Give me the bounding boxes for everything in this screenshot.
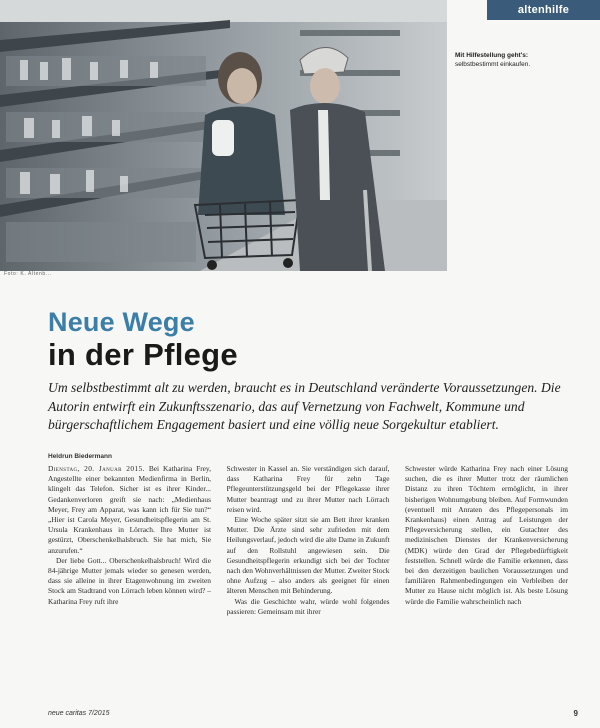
magazine-issue: neue caritas 7/2015 bbox=[48, 709, 110, 717]
article-author: Heldrun Biedermann bbox=[48, 453, 112, 460]
caption-bold: Mit Hilfestellung geht's: bbox=[455, 52, 529, 59]
body-paragraph: Eine Woche später sitzt sie am Bett ihrer kranken Mutter. Die Ärzte sind sehr zufrieden mit dem Heilungsverlauf, jedoch wird die alte Dame in Zukunft auf den Rollstuhl angewiesen sein. Die Gesundheitspflegerin erkundigt sich bei der Tochter nach den Wohnverhältnissen der Mutter. Zweiter Stock ohne Aufzug – also anders als geeignet für einen älteren Menschen mit Behinderung. bbox=[226, 515, 390, 596]
dateline: Dienstag, 20. Januar 2015. bbox=[48, 464, 145, 473]
article-title: in der Pflege bbox=[48, 337, 238, 372]
body-paragraph: Der liebe Gott... Oberschenkelhalsbruch! Wird die 84-jährige Mutter jemals wieder so genesen werden, dass sie alleine in ihrer Etagenwohnung im zweiten Stock am Stadtrand von Lörrach leben können wird? – Katharina Frey ruft ihre bbox=[48, 555, 211, 606]
supermarket-photo-illustration bbox=[0, 0, 447, 271]
article-photo bbox=[0, 0, 447, 271]
caption-text: selbstbestimmt einkaufen. bbox=[455, 61, 531, 68]
section-tab: altenhilfe bbox=[487, 0, 600, 20]
body-column-2 bbox=[227, 464, 390, 702]
article-kicker: Neue Wege bbox=[48, 307, 195, 337]
body-paragraph bbox=[48, 464, 211, 556]
page-footer bbox=[48, 706, 578, 720]
paragraph-text: Bei Katharina Frey, Angestellte einer bekannten Medienfirma in Berlin, klingelt das Telefon. Sicher ist es ihrer Kinder... Gedankenverloren greift sie nach: „Medienhaus Meyer, Frey am Apparat, was kann ich für Sie tun?“ „Hier ist Carola Meyer, Gesundheitspflegerin am St. Ursula Krankenhaus in Lörrach. Ihre Mutter ist gestürzt, Oberschenkelhalsbruch. Sie hat mich, Sie anzurufen.“ bbox=[48, 464, 211, 555]
article-lead: Um selbstbestimmt alt zu werden, braucht es in Deutschland veränderte Voraussetzungen. Die Autorin entwirft ein Zukunftsszenario, das auf Vernetzung von Fachwelt, Kommune und bürgerschaftlichem Engagement basiert und eine völlig neue Sorgekultur etabliert. bbox=[48, 380, 561, 432]
photo-caption bbox=[455, 51, 595, 69]
body-paragraph: Was die Geschichte wahr, würde wohl folgendes passieren: Gemeinsam mit ihrer bbox=[226, 596, 390, 616]
body-paragraph: Schwester in Kassel an. Sie verständigen sich darauf, dass Katharina Frey für zehn Tage Pflegeunterstützungsgeld bei der Pflegekasse ihrer Mutter beantragt und zu ihrer Mutter nach Lörrach reisen wird. bbox=[226, 464, 390, 514]
body-column-1 bbox=[48, 464, 211, 702]
body-column-3 bbox=[405, 464, 568, 702]
page-number: 9 bbox=[573, 708, 578, 718]
photo-credit: Foto: K. Altenb... bbox=[4, 271, 52, 277]
body-paragraph: Schwester würde Katharina Frey nach einer Lösung suchen, die es ihrer Mutter trotz der räumlichen Distanz zu ihren Töchtern ermöglicht, in ihrer bisherigen Wohnumgebung bleiben. Auf Formwunden (eventuell mit Anraten des Pflegepersonals im Krankenhaus) einen Antrag auf Leistungen der Pflegeversicherung stellen, ein Gutachter des medizinischen Dienstes der Krankenversicherung (MDK) würde den Grad der Pflegebedürftigkeit feststellen. Schnell würde die Familie erkennen, dass bei den derzeitigen baulichen Voraussetzungen und familiären Rahmenbedingungen ein Verbleiben der Mutter zu Hause nicht möglich ist. Als beste Lösung würde die Familie wahrscheinlich nach bbox=[405, 464, 568, 606]
article-body bbox=[48, 464, 568, 702]
